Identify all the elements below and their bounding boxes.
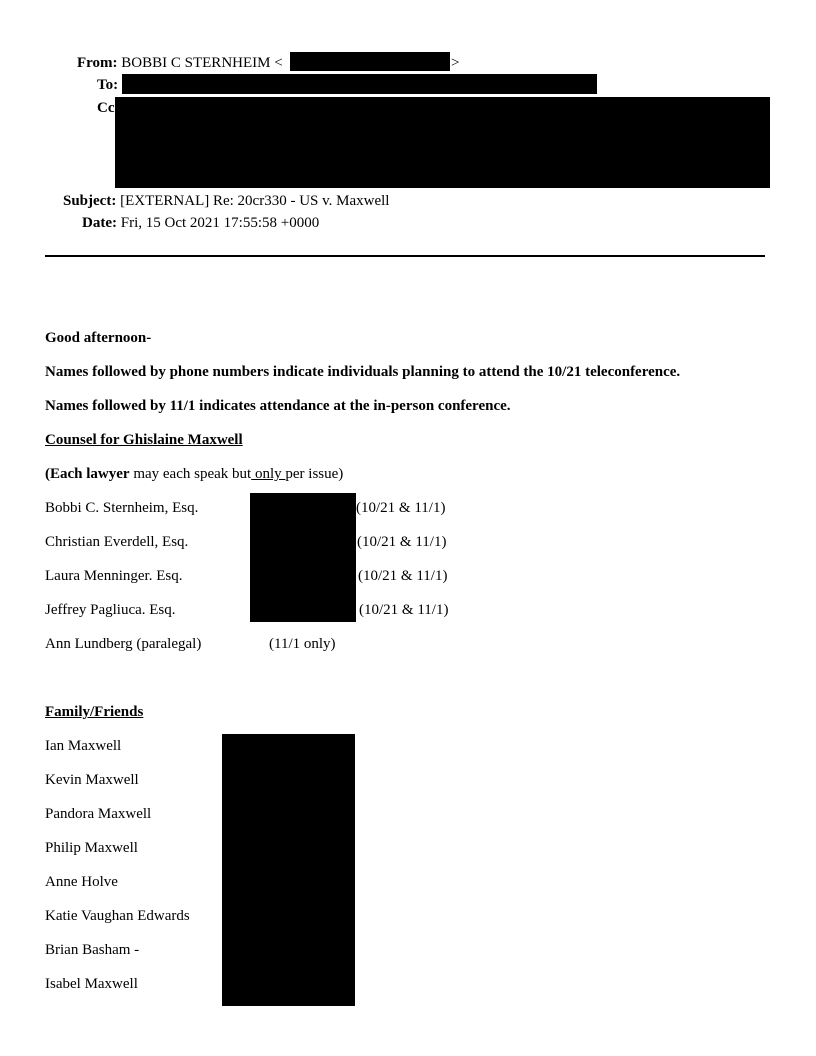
counsel-attendance: (10/21 & 11/1) [356,500,446,516]
counsel-heading: Counsel for Ghislaine Maxwell [45,432,243,448]
family-member: Ian Maxwell [45,738,122,754]
date-row [82,214,319,232]
from-label: From: [77,55,118,71]
counsel-name: Jeffrey Pagliuca. Esq. [45,602,176,618]
header-divider [45,255,765,257]
redaction-counsel-phones [250,493,356,622]
redaction-cc [115,97,770,188]
note-only: only [251,466,286,482]
date-value: Fri, 15 Oct 2021 17:55:58 +0000 [120,215,320,231]
redaction-to [122,74,597,94]
redaction-from-email [290,52,450,71]
paralegal-attendance: (11/1 only) [269,636,336,652]
body-line-1: Names followed by phone numbers indicate individuals planning to attend the 10/21 teleconference. [45,364,681,380]
family-heading: Family/Friends [45,704,144,720]
greeting: Good afternoon- [45,330,152,346]
note-open: (Each lawyer [45,466,130,482]
family-member: Kevin Maxwell [45,772,139,788]
counsel-attendance: (10/21 & 11/1) [358,568,448,584]
cc-row [97,99,115,117]
from-row [77,54,283,72]
family-member: Brian Basham - [45,942,140,958]
family-member: Katie Vaughan Edwards [45,908,190,924]
counsel-attendance: (10/21 & 11/1) [359,602,449,618]
counsel-name: Laura Menninger. Esq. [45,568,183,584]
paralegal-name: Ann Lundberg (paralegal) [45,636,202,652]
from-open-bracket: < [274,55,283,71]
family-member: Philip Maxwell [45,840,138,856]
subject-value: [EXTERNAL] Re: 20cr330 - US v. Maxwell [120,193,390,209]
counsel-name: Bobbi C. Sternheim, Esq. [45,500,199,516]
family-member: Isabel Maxwell [45,976,138,992]
redaction-family-phones [222,734,355,1006]
family-member: Anne Holve [45,874,118,890]
subject-row [63,192,389,210]
to-row [97,76,118,94]
to-label: To: [97,77,119,93]
from-name: BOBBI C STERNHEIM [121,55,271,71]
counsel-note [45,465,343,483]
family-member: Pandora Maxwell [45,806,152,822]
note-end: per issue) [285,466,344,482]
body-line-2: Names followed by 11/1 indicates attendance at the in-person conference. [45,398,511,414]
subject-label: Subject: [63,193,117,209]
counsel-attendance: (10/21 & 11/1) [357,534,447,550]
counsel-name: Christian Everdell, Esq. [45,534,189,550]
note-mid: may each speak but [129,466,252,482]
date-label: Date: [82,215,117,231]
cc-label: Cc [97,100,115,116]
from-close-bracket: > [451,55,460,71]
